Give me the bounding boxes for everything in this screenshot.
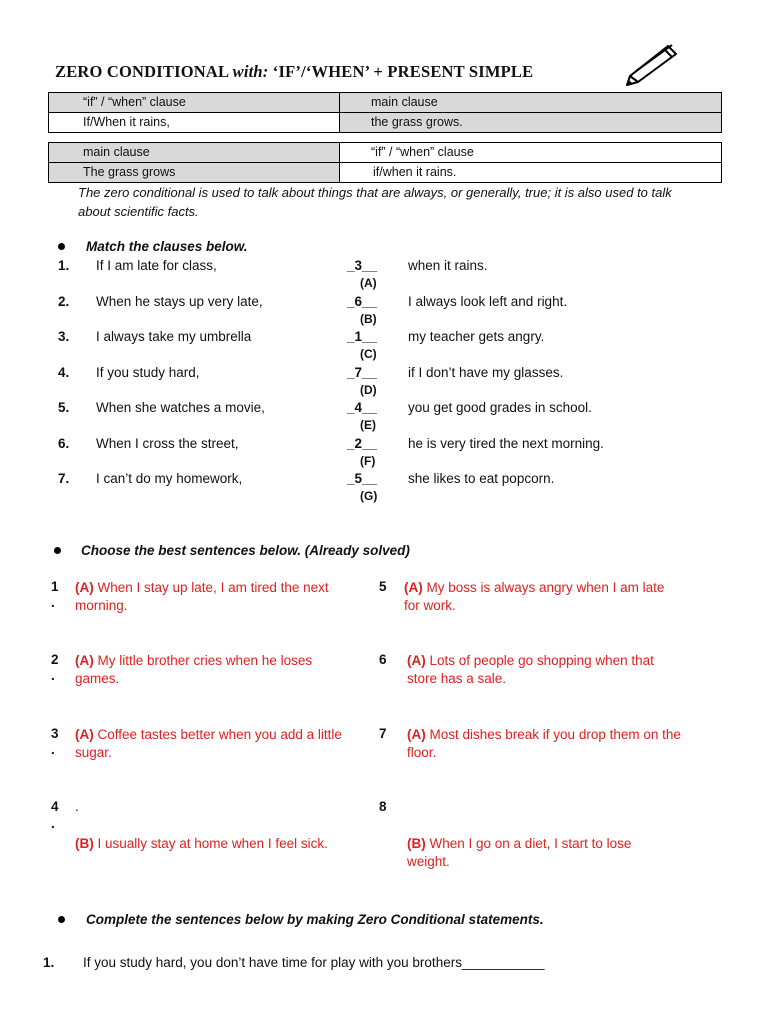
match-answer: _2__ (347, 436, 378, 451)
choose-sentence (407, 652, 677, 688)
choose-sentence (407, 726, 682, 762)
match-heading: Match the clauses below. (86, 239, 248, 254)
choose-text: Most dishes break if you drop them on the floor. (407, 727, 681, 760)
match-result: I always look left and right. (408, 294, 568, 309)
match-result: when it rains. (408, 258, 488, 273)
choose-text: When I stay up late, I am tired the next morning. (75, 580, 329, 613)
match-clause: If you study hard, (96, 365, 200, 380)
match-result: you get good grades in school. (408, 400, 592, 415)
match-clause: I can’t do my homework, (96, 471, 243, 486)
worksheet-title (55, 62, 533, 82)
match-answer: _1__ (347, 329, 378, 344)
choose-tag: (B) (407, 836, 426, 851)
choose-tag: (A) (407, 653, 426, 668)
bullet-icon (58, 916, 65, 923)
choose-text: When I go on a diet, I start to lose weight. (407, 836, 632, 869)
table1-header-main: main clause (339, 93, 721, 112)
match-answer: _4__ (347, 400, 378, 415)
choose-number: 2 (51, 652, 59, 667)
table2-cell-main: The grass grows (49, 163, 339, 182)
match-result: if I don’t have my glasses. (408, 365, 564, 380)
match-result: my teacher gets angry. (408, 329, 545, 344)
choose-text: Coffee tastes better when you add a little sugar. (75, 727, 342, 760)
clause-table-main-first (48, 142, 722, 183)
match-letter: (G) (360, 489, 378, 503)
choose-heading: Choose the best sentences below. (Already solved) (81, 543, 410, 558)
choose-number: 5 (379, 579, 387, 594)
choose-sentence (75, 835, 375, 853)
choose-number: 6 (379, 652, 387, 667)
choose-number: 8 (379, 799, 387, 814)
match-result: he is very tired the next morning. (408, 436, 604, 451)
choose-sentence (404, 579, 679, 615)
table2-header-if: “if” / “when” clause (371, 145, 474, 159)
choose-tag: (A) (75, 727, 94, 742)
title-part2: with: (232, 62, 269, 81)
choose-number: 4 (51, 799, 59, 814)
choose-tag: (A) (407, 727, 426, 742)
title-part3: ‘IF’/‘WHEN’ + PRESENT SIMPLE (268, 62, 534, 81)
choose-number-dot: . (51, 816, 55, 831)
match-number: 6. (58, 436, 70, 451)
complete-heading: Complete the sentences below by making Zero Conditional statements. (86, 912, 544, 927)
choose-text: My boss is always angry when I am late for work. (404, 580, 665, 613)
choose-tag: (B) (75, 836, 94, 851)
choose-text: My little brother cries when he loses games. (75, 653, 313, 686)
match-clause: When she watches a movie, (96, 400, 265, 415)
choose-sentence (75, 579, 365, 615)
match-number: 1. (58, 258, 70, 273)
choose-sentence (75, 652, 360, 688)
choose-number: 3 (51, 726, 59, 741)
choose-number-dot: . (51, 742, 55, 757)
table2-header-main: main clause (49, 143, 339, 162)
match-answer: _6__ (347, 294, 378, 309)
match-answer: _7__ (347, 365, 378, 380)
match-number: 3. (58, 329, 70, 344)
choose-tag: (A) (75, 580, 94, 595)
bullet-icon (54, 547, 61, 554)
intro-text: The zero conditional is used to talk about things that are always, or generally, true; it is also used to talk about scientific facts. (78, 185, 672, 219)
bullet-icon (58, 243, 65, 250)
match-clause: If I am late for class, (96, 258, 217, 273)
match-letter: (C) (360, 347, 377, 361)
match-letter: (D) (360, 383, 377, 397)
clause-table-if-first (48, 92, 722, 133)
choose-number-dot: . (51, 668, 55, 683)
complete-number: 1. (43, 955, 55, 970)
match-number: 4. (58, 365, 70, 380)
match-clause: I always take my umbrella (96, 329, 252, 344)
match-letter: (A) (360, 276, 377, 290)
table2-cell-if: if/when it rains. (373, 165, 457, 179)
choose-extra-dot: . (75, 799, 79, 814)
choose-sentence (407, 835, 672, 871)
choose-sentence (75, 726, 365, 762)
match-answer: _3__ (347, 258, 378, 273)
match-number: 2. (58, 294, 70, 309)
match-answer: _5__ (347, 471, 378, 486)
choose-number: 1 (51, 579, 59, 594)
complete-text: If you study hard, you don’t have time for play with you brothers___________ (83, 955, 545, 970)
choose-tag: (A) (404, 580, 423, 595)
choose-tag: (A) (75, 653, 94, 668)
match-number: 7. (58, 471, 70, 486)
choose-number-dot: . (51, 595, 55, 610)
choose-text: I usually stay at home when I feel sick. (93, 836, 328, 851)
table1-header-if: “if” / “when” clause (49, 93, 339, 112)
match-number: 5. (58, 400, 70, 415)
match-clause: When he stays up very late, (96, 294, 263, 309)
choose-text: Lots of people go shopping when that store has a sale. (407, 653, 654, 686)
pencil-icon (626, 40, 682, 86)
match-letter: (B) (360, 312, 377, 326)
match-result: she likes to eat popcorn. (408, 471, 555, 486)
title-part1: ZERO CONDITIONAL (55, 62, 233, 81)
table1-cell-main: the grass grows. (339, 113, 721, 132)
match-letter: (F) (360, 454, 376, 468)
choose-number: 7 (379, 726, 387, 741)
table1-cell-if: If/When it rains, (83, 115, 170, 129)
match-letter: (E) (360, 418, 376, 432)
match-clause: When I cross the street, (96, 436, 239, 451)
